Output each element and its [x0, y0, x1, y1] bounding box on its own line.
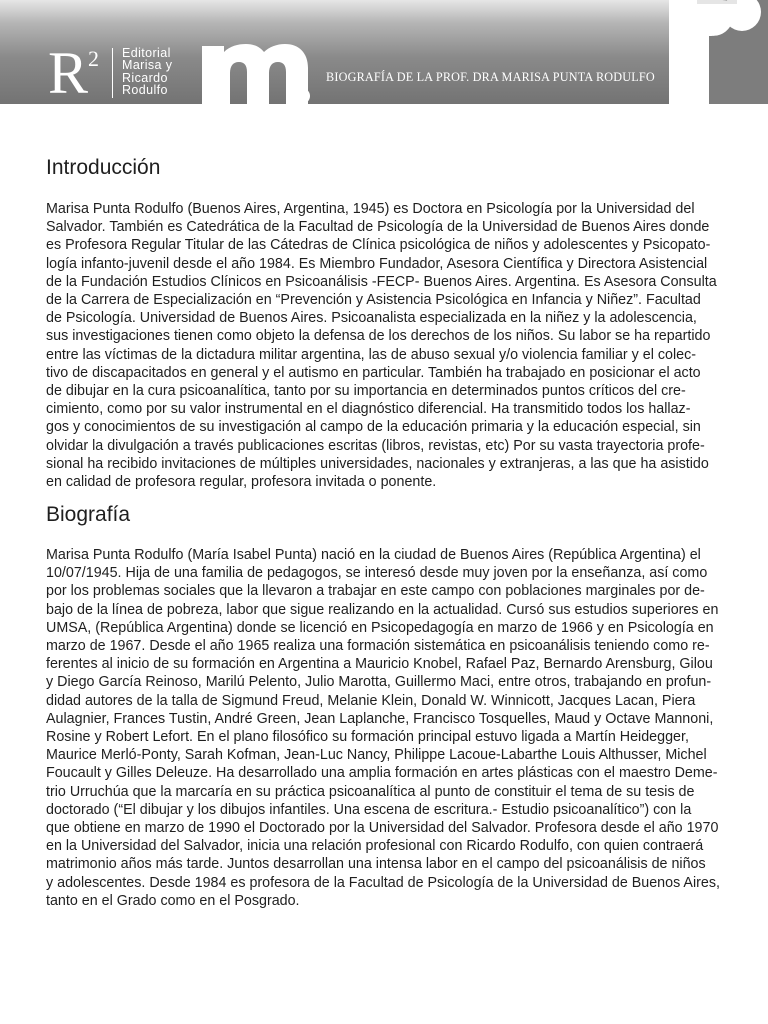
text-line: matrimonio años más tarde. Juntos desarrollan una intensa labor en el campo del psicoanálisis de niños	[46, 856, 706, 873]
text-line: bajo de la línea de pobreza, labor que sigue realizando en la actualidad. Cursó sus estudios superiores en	[46, 601, 719, 618]
text-line: tivo de discapacitados en general y el autismo en particular. También ha trabajado en posicionar el acto	[46, 364, 701, 381]
text-line: sional ha recibido invitaciones de múltiples universidades, nacionales y extranjeras, a las que ha asistido	[46, 455, 709, 472]
m-logo-icon	[202, 44, 314, 104]
text-line: en la Universidad del Salvador, inicia una relación profesional con Ricardo Rodulfo, con quien contraerá	[46, 838, 704, 855]
section-title-introduccion: Introducción	[46, 156, 161, 179]
text-line: de la Carrera de Especialización en “Prevención y Asistencia Psicológica en Infancia y Niñez”. Facultad	[46, 292, 701, 309]
text-line: y Diego García Reinoso, Marilú Pelento, Julio Marotta, Guillermo Maci, entre otros, trabajando en profun-	[46, 674, 712, 691]
r-logo-icon	[669, 0, 768, 104]
header-subtitle: BIOGRAFÍA DE LA PROF. DRA MARISA PUNTA RODULFO	[326, 70, 655, 84]
text-line: olvidar la divulgación a través publicaciones escritas (libros, revistas, etc) Por su vasta trayectoria profe-	[46, 437, 705, 454]
header-banner	[0, 0, 768, 104]
r2-logo-letter: R	[48, 40, 89, 106]
text-line: en calidad de profesora regular, profesora invitada o ponente.	[46, 474, 437, 491]
text-line: doctorado (“El dibujar y los dibujos infantiles. Una escena de escritura.- Estudio psicoanalítico”) con la	[46, 801, 692, 818]
text-line: entre las víctimas de la dictadura militar argentina, las de abuso sexual y/o violencia familiar y el colec-	[46, 346, 697, 363]
text-line: trio Urruchúa que la marcaría en su práctica psicoanalítica al punto de constituir el tema de su tesis de	[46, 783, 695, 800]
publisher-line: Editorial	[122, 46, 171, 60]
text-line: que obtiene en marzo de 1990 el Doctorado por la Universidad del Salvador. Profesora desde el año 1970	[46, 820, 719, 837]
publisher-line: Marisa y	[122, 58, 173, 73]
publisher-name	[122, 47, 172, 96]
text-line: UMSA, (República Argentina) donde se licenció en Psicopedagogía en marzo de 1966 y en Psicología en	[46, 619, 714, 636]
text-line: de dibujar en la cura psicoanalítica, tanto por su importancia en determinados puntos críticos del cre-	[46, 383, 686, 400]
text-line: 10/07/1945. Hija de una familia de pedagogos, se interesó desde muy joven por la enseñanza, así como	[46, 565, 708, 582]
text-line: Marisa Punta Rodulfo (María Isabel Punta) nació en la ciudad de Buenos Aires (República Argentina) el	[46, 547, 701, 563]
section-title-biografia: Biografía	[46, 503, 131, 526]
introduction-paragraph	[46, 200, 724, 491]
text-line: y adolescentes. Desde 1984 es profesora de la Facultad de Psicología de la Universidad de Buenos Aires,	[46, 874, 720, 891]
publisher-line: Rodulfo	[122, 82, 168, 97]
text-line: de Psicología. Universidad de Buenos Aires. Psicoanalista especializada en la niñez y la adolescencia,	[46, 310, 697, 327]
text-line: logía infanto-juvenil desde el año 1984. Es Miembro Fundador, Asesora Científica y Directora Asistencial	[46, 255, 708, 272]
text-line: Aulagnier, Frances Tustin, André Green, Jean Laplanche, Francisco Tosquelles, Maud y Octave Mannoni,	[46, 710, 714, 727]
text-line: Foucault y Gilles Deleuze. Ha desarrollado una amplia formación en artes plásticas con el maestro Deme-	[46, 765, 718, 782]
publisher-line: Ricardo	[122, 70, 168, 85]
text-line: ferentes al inicio de su formación en Argentina a Mauricio Knobel, Rafael Paz, Bernardo Arensburg, Gilou	[46, 656, 713, 673]
text-line: sus investigaciones tienen como objeto la defensa de los derechos de los niños. Su labor se ha repartido	[46, 328, 711, 345]
text-line: tanto en el Grado como en el Posgrado.	[46, 892, 300, 909]
text-line: didad autores de la talla de Sigmund Freud, Melanie Klein, Donald W. Winnicott, Jacques Lacan, Piera	[46, 692, 696, 709]
text-line: Salvador. También es Catedrática de la Facultad de Psicología de la Universidad de Buenos Aires donde	[46, 219, 710, 236]
text-line: es Profesora Regular Titular de las Cátedras de Clínica psicológica de niños y adolescentes y Psicopato-	[46, 237, 711, 254]
biography-paragraph	[46, 546, 724, 910]
text-line: Marisa Punta Rodulfo (Buenos Aires, Argentina, 1945) es Doctora en Psicología por la Universidad del	[46, 201, 695, 217]
text-line: Rosine y Robert Lefort. En el plano filosófico su formación principal estuvo ligada a Martín Heidegger,	[46, 729, 689, 746]
text-line: cimiento, como por su valor instrumental en el diagnóstico diferencial. Ha transmitido todos los hallaz-	[46, 401, 691, 418]
text-line: Maurice Merló-Ponty, Sarah Kofman, Jean-Luc Nancy, Philippe Lacoue-Labarthe Louis Althusser, Michel	[46, 747, 707, 764]
text-line: de la Fundación Estudios Clínicos en Psicoanálisis -FECP- Buenos Aires. Argentina. Es Asesora Consulta	[46, 273, 717, 290]
r2-logo	[48, 40, 108, 106]
r2-logo-superscript: 2	[88, 46, 99, 71]
logo-divider	[112, 48, 113, 98]
text-line: marzo de 1967. Desde el año 1965 realiza una formación sistemática en psicoanálisis teniendo como re-	[46, 638, 710, 655]
text-line: por los problemas sociales que la llevaron a trabajar en este campo con poblaciones marginales por de-	[46, 583, 705, 600]
text-line: gos y conocimientos de su investigación al campo de la educación primaria y la educación especial, sin	[46, 419, 701, 436]
